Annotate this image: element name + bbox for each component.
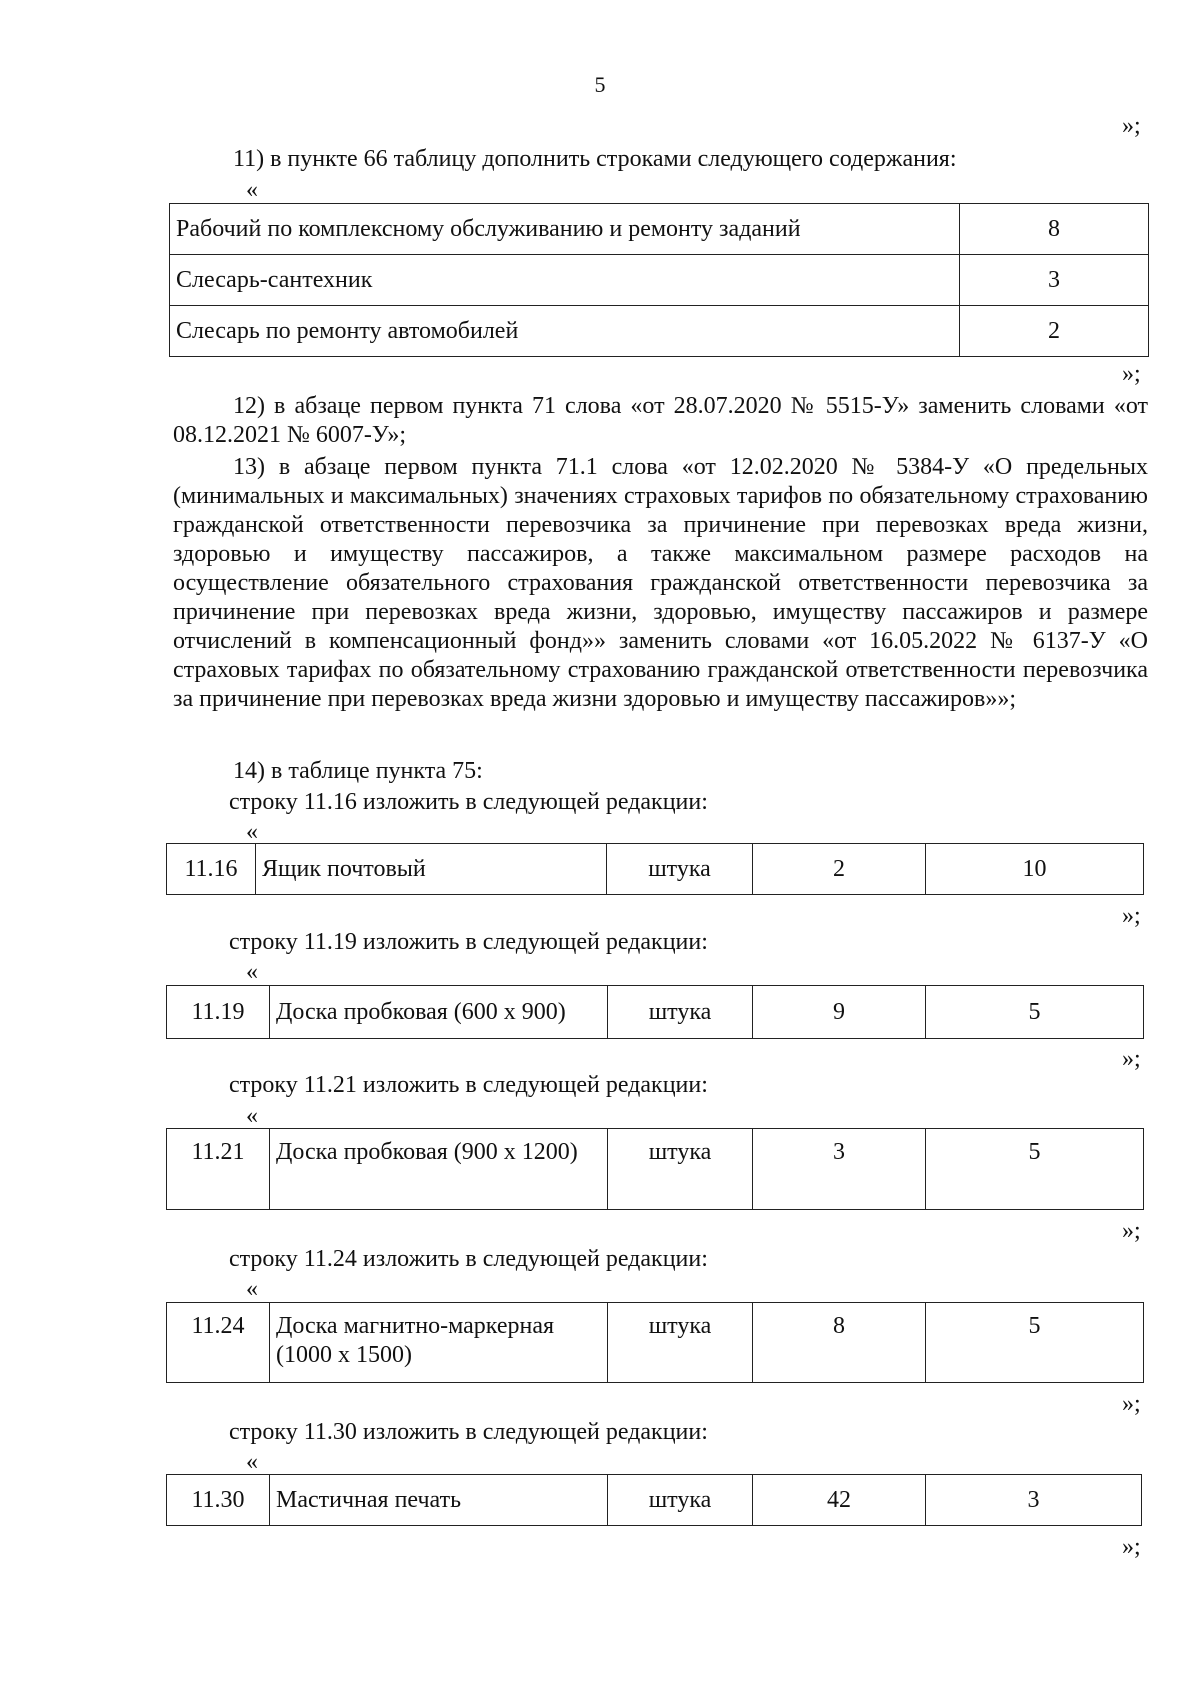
table-row [167, 1303, 1144, 1383]
row-code: 11.19 [167, 986, 270, 1039]
row-name: Доска пробковая (900 х 1200) [270, 1129, 608, 1210]
row-intro: строку 11.21 изложить в следующей редакции: [229, 1072, 708, 1098]
row-name: Мастичная печать [270, 1475, 608, 1526]
closing-quote: »; [1122, 113, 1141, 139]
table-row [170, 306, 1149, 357]
row-name: Доска пробковая (600 х 900) [270, 986, 608, 1039]
opening-quote: « [246, 1449, 258, 1475]
closing-quote: »; [1122, 903, 1141, 929]
row-unit: штука [608, 1129, 753, 1210]
closing-quote: »; [1122, 1391, 1141, 1417]
row-table-11-21 [166, 1128, 1144, 1210]
row-term: 3 [926, 1475, 1142, 1526]
row-table-11-16 [166, 843, 1144, 895]
opening-quote: « [246, 959, 258, 985]
row-code: 11.16 [167, 844, 256, 895]
row-unit: штука [607, 844, 753, 895]
table-row [167, 986, 1144, 1039]
row-table-11-19 [166, 985, 1144, 1039]
row-intro: строку 11.16 изложить в следующей редакции: [229, 789, 708, 815]
table-row [170, 255, 1149, 306]
position-name: Рабочий по комплексному обслуживанию и ремонту заданий [170, 204, 960, 255]
page-number: 5 [594, 72, 606, 97]
row-qty: 9 [753, 986, 926, 1039]
position-count: 2 [960, 306, 1149, 357]
table-row [167, 1129, 1144, 1210]
row-code: 11.30 [167, 1475, 270, 1526]
item-11-text: 11) в пункте 66 таблицу дополнить строками следующего содержания: [233, 146, 957, 172]
position-name: Слесарь по ремонту автомобилей [170, 306, 960, 357]
row-name: Ящик почтовый [256, 844, 607, 895]
table-row [167, 844, 1144, 895]
positions-table [169, 203, 1149, 357]
row-table-11-30 [166, 1474, 1142, 1526]
opening-quote: « [246, 177, 258, 203]
row-qty: 8 [753, 1303, 926, 1383]
row-name: Доска магнитно-маркерная (1000 х 1500) [270, 1303, 608, 1383]
item-13-paragraph [173, 453, 1148, 714]
row-intro: строку 11.24 изложить в следующей редакции: [229, 1246, 708, 1272]
row-table-11-24 [166, 1302, 1144, 1383]
position-name: Слесарь-сантехник [170, 255, 960, 306]
item-12-paragraph [173, 392, 1148, 450]
table-row [170, 204, 1149, 255]
position-count: 3 [960, 255, 1149, 306]
row-term: 5 [926, 1129, 1144, 1210]
row-code: 11.21 [167, 1129, 270, 1210]
row-qty: 2 [753, 844, 926, 895]
closing-quote: »; [1122, 361, 1141, 387]
item-12-text: 12) в абзаце первом пункта 71 слова «от 28.07.2020 № 5515-У» заменить словами «от 08.12.2021 № 6007-У»; [173, 393, 1148, 448]
position-count: 8 [960, 204, 1149, 255]
row-intro: строку 11.30 изложить в следующей редакции: [229, 1419, 708, 1445]
row-unit: штука [608, 1303, 753, 1383]
row-qty: 3 [753, 1129, 926, 1210]
row-intro: строку 11.19 изложить в следующей редакции: [229, 929, 708, 955]
table-row [167, 1475, 1142, 1526]
row-unit: штука [608, 1475, 753, 1526]
opening-quote: « [246, 1276, 258, 1302]
row-term: 5 [926, 1303, 1144, 1383]
row-term: 5 [926, 986, 1144, 1039]
row-term: 10 [926, 844, 1144, 895]
row-code: 11.24 [167, 1303, 270, 1383]
row-qty: 42 [753, 1475, 926, 1526]
closing-quote: »; [1122, 1218, 1141, 1244]
item-13-text: 13) в абзаце первом пункта 71.1 слова «от 12.02.2020 № 5384-У «О предельных (минимальных и максимальных) значениях страховых тарифов по обязательному страхованию гражданской ответственности перевозчика за причинение при перевозках вреда жизни, здоровью и имуществу пассажиров, а также максимальном размере расходов на осуществление обязательного страхования гражданской ответственности перевозчика за причинение при перевозках вреда жизни, здоровью, имуществу пассажиров и размере отчислений в компенсационный фонд»» заменить словами «от 16.05.2022 № 6137-У «О страховых тарифах по обязательному страхованию гражданской ответственности перевозчика за причинение при перевозках вреда жизни здоровью и имуществу пассажиров»»; [173, 454, 1148, 712]
closing-quote: »; [1122, 1534, 1141, 1560]
opening-quote: « [246, 819, 258, 845]
row-unit: штука [608, 986, 753, 1039]
opening-quote: « [246, 1103, 258, 1129]
closing-quote: »; [1122, 1046, 1141, 1072]
item-14-text: 14) в таблице пункта 75: [233, 758, 483, 784]
